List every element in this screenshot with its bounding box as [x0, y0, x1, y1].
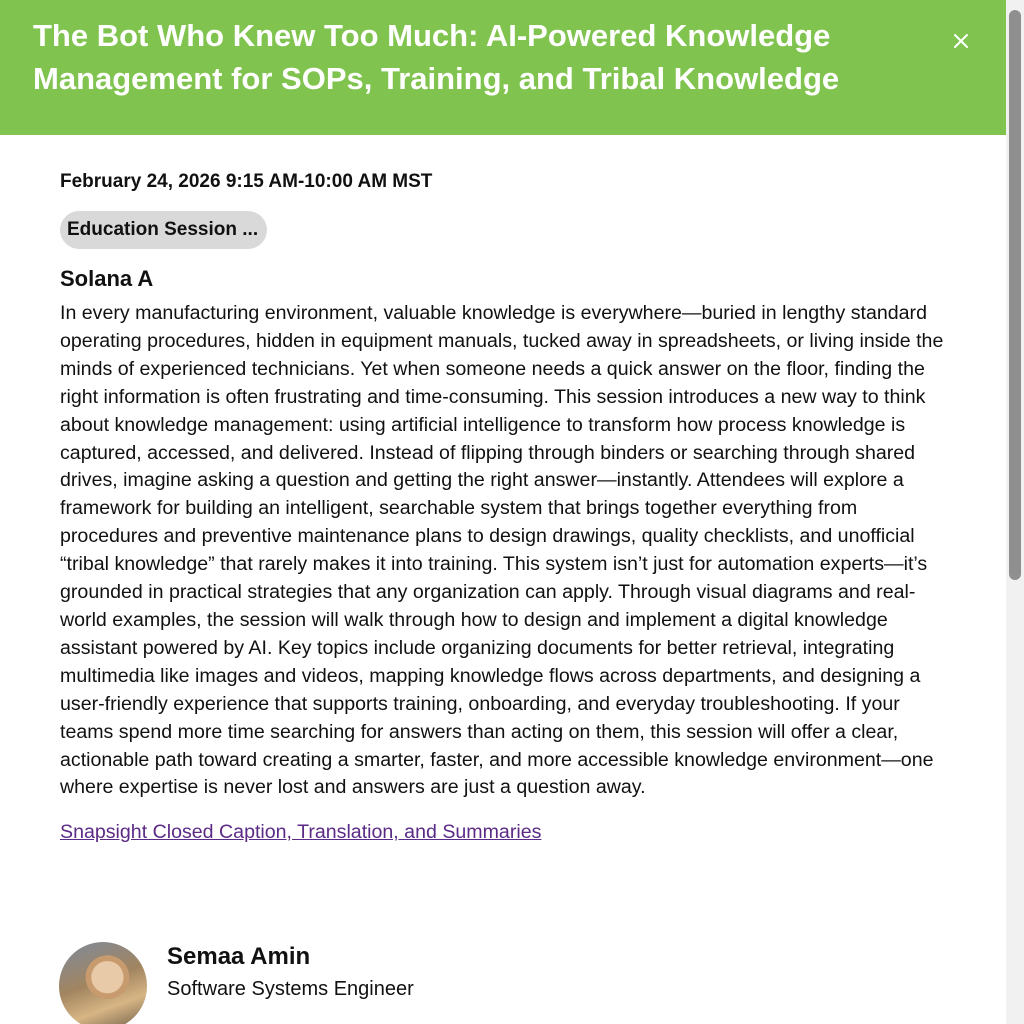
modal-header	[0, 0, 1006, 135]
session-content	[60, 168, 946, 846]
session-datetime: February 24, 2026 9:15 AM-10:00 AM MST	[60, 171, 433, 192]
close-button[interactable]	[946, 26, 976, 56]
speaker-role: Software Systems Engineer	[167, 978, 414, 1000]
speaker-card	[59, 940, 759, 1024]
session-description: In every manufacturing environment, valuable knowledge is everywhere—buried in lengthy standard operating procedures, hidden in equipment manuals, tucked away in spreadsheets, or living inside the minds of experienced technicians. Yet when someone needs a quick answer on the floor, finding the right information is often frustrating and time-consuming. This session introduces a new way to think about knowledge management: using artificial intelligence to transform how process knowledge is captured, accessed, and delivered. Instead of flipping through binders or searching through shared drives, imagine asking a question and getting the right answer—instantly. Attendees will explore a framework for building an intelligent, searchable system that brings together everything from procedures and preventive maintenance plans to design drawings, quality checklists, and unofficial “tribal knowledge” that rarely makes it into training. This system isn’t just for automation experts—it’s grounded in practical strategies that any organization can apply. Through visual diagrams and real-world examples, the session will walk through how to design and implement a digital knowledge assistant powered by AI. Key topics include organizing documents for better retrieval, integrating multimedia like images and videos, mapping knowledge flows across departments, and designing a user-friendly experience that supports training, onboarding, and everyday troubleshooting. If your teams spend more time searching for answers than acting on them, this session will offer a clear, actionable path toward creating a smarter, faster, and more accessible knowledge environment—one where expertise is never lost and answers are just a question away.	[60, 302, 944, 799]
session-title: The Bot Who Knew Too Much: AI-Powered Knowledge Management for SOPs, Training, and Tribal Knowledge	[33, 18, 840, 96]
track-badge[interactable]: Education Session ...	[60, 211, 267, 249]
snapsight-link[interactable]: Snapsight Closed Caption, Translation, and Summaries	[60, 821, 542, 844]
avatar	[59, 942, 147, 1024]
presenter-heading: Solana A	[60, 266, 154, 291]
speaker-name: Semaa Amin	[167, 943, 311, 970]
close-icon	[946, 26, 976, 56]
vertical-scrollbar[interactable]	[1006, 0, 1024, 1024]
scrollbar-thumb[interactable]	[1009, 10, 1021, 580]
